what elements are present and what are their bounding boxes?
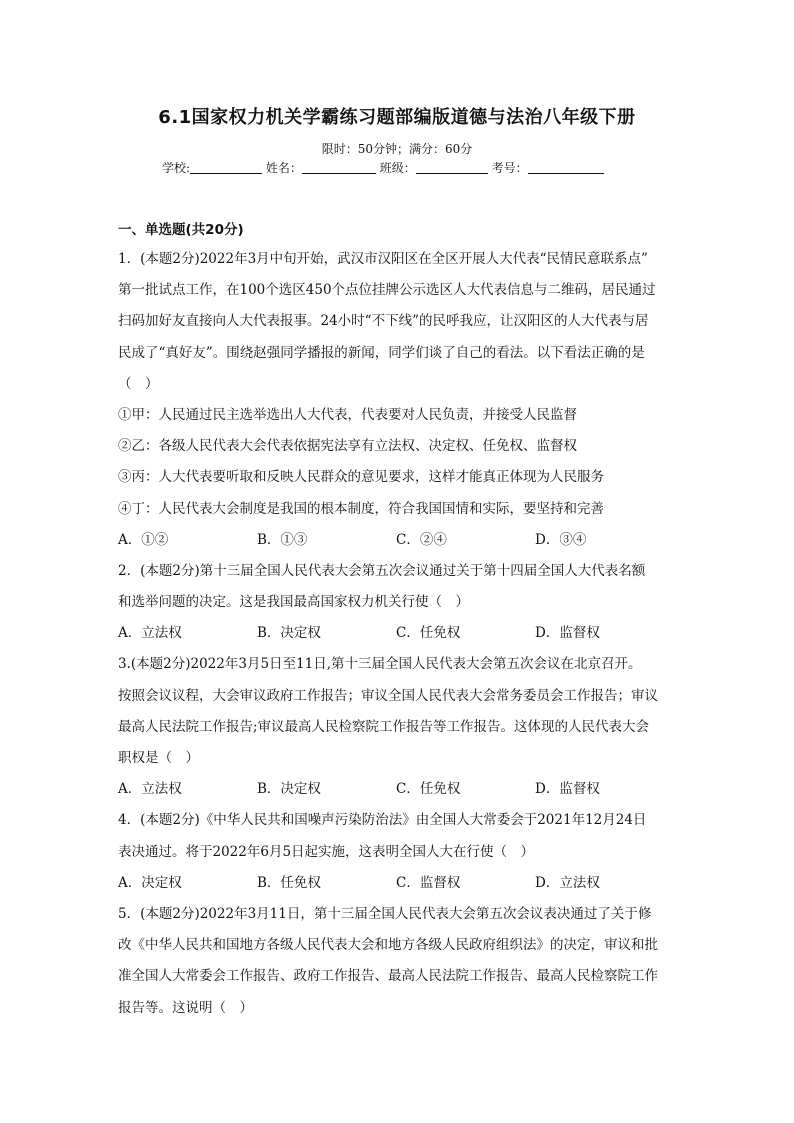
- question-2: [118, 556, 688, 650]
- name-blank[interactable]: [302, 161, 376, 174]
- question-text-line: （ ）: [118, 375, 159, 392]
- question-text-line: 职权是（ ）: [118, 750, 199, 766]
- question-text-line: 2．(本题2分)第十三届全国人民代表大会第五次会议通过关于第十四届全国人大代表名额: [118, 562, 646, 579]
- answer-option[interactable]: B．任免权: [257, 874, 321, 891]
- question-3: [118, 649, 688, 805]
- answer-option[interactable]: B．决定权: [257, 625, 321, 642]
- question-text-line: 表决通过。将于2022年6月5日起实施，这表明全国人大在行使（ ）: [118, 843, 535, 860]
- answer-option[interactable]: C．监督权: [396, 874, 461, 891]
- answer-option[interactable]: B．①③: [257, 531, 308, 548]
- question-text-line: 准全国人大常委会工作报告、政府工作报告、最高人民法院工作报告、最高人民检察院工作: [118, 968, 658, 985]
- answer-option[interactable]: D．监督权: [535, 781, 600, 798]
- question-text-line: 改《中华人民共和国地方各级人民代表大会和地方各级人民政府组织法》的决定，审议和批: [118, 937, 658, 954]
- section-title: 一、单选题(共20分): [118, 222, 244, 238]
- answer-option[interactable]: D．监督权: [535, 625, 600, 642]
- question-text-line: 民成了“真好友”。围绕赵强同学播报的新闻，同学们谈了自己的看法。以下看法正确的是: [118, 344, 645, 361]
- answer-options: [118, 618, 688, 649]
- number-label: 考号：: [491, 161, 528, 175]
- question-text-line: 第一批试点工作，在100个选区450个点位挂牌公示选区人大代表信息与二维码，居民通过: [118, 282, 656, 299]
- answer-options: [118, 525, 688, 556]
- page-title: 6.1国家权力机关学霸练习题部编版道德与法治八年级下册: [158, 107, 636, 128]
- answer-option[interactable]: A．①②: [118, 531, 169, 548]
- question-text-line: ④丁：人民代表大会制度是我国的根本制度，符合我国国情和实际，要坚持和完善: [118, 500, 604, 517]
- question-text-line: 5．(本题2分)2022年3月11日，第十三届全国人民代表大会第五次会议表决通过了关于修: [118, 905, 652, 922]
- question-text-line: 报告等。这说明（ ）: [118, 999, 253, 1016]
- question-text-line: 3.(本题2分)2022年3月5日至11日,第十三届全国人民代表大会第五次会议在北京召开。: [118, 656, 642, 673]
- question-5: [118, 899, 688, 1024]
- answer-option[interactable]: B．决定权: [257, 781, 321, 798]
- question-text-line: 最高人民法院工作报告;审议最高人民检察院工作报告等工作报告。这体现的人民代表大会: [118, 718, 650, 735]
- class-label: 班级：: [379, 161, 416, 175]
- school-label: 学校:: [162, 161, 191, 175]
- answer-option[interactable]: C．任免权: [396, 625, 461, 642]
- name-label: 姓名：: [265, 161, 302, 175]
- question-text-line: ②乙：各级人民代表大会代表依据宪法享有立法权、决定权、任免权、监督权: [118, 438, 577, 455]
- question-4: [118, 805, 688, 899]
- answer-option[interactable]: D．③④: [535, 531, 587, 548]
- answer-options: [118, 774, 688, 805]
- question-text-line: 按照会议议程，大会审议政府工作报告；审议全国人民代表大会常务委员会工作报告；审议: [118, 687, 658, 704]
- answer-options: [118, 868, 688, 899]
- number-blank[interactable]: [528, 161, 604, 174]
- school-blank[interactable]: [190, 161, 262, 174]
- answer-option[interactable]: D．立法权: [535, 874, 600, 891]
- answer-option[interactable]: A．决定权: [118, 874, 182, 891]
- question-text-line: 和选举问题的决定。这是我国最高国家权力机关行使（ ）: [118, 594, 469, 611]
- student-info-line: [162, 159, 604, 176]
- question-list: [118, 244, 688, 1024]
- question-text-line: 1．(本题2分)2022年3月中旬开始，武汉市汉阳区在全区开展人大代表“民情民意联系点”: [118, 251, 648, 267]
- question-text-line: ③丙：人大代表要听取和反映人民群众的意见要求，这样才能真正体现为人民服务: [118, 469, 604, 486]
- question-text-line: 扫码加好友直接向人大代表报事。24小时“不下线”的民呼我应，让汉阳区的人大代表与居: [118, 313, 649, 330]
- answer-option[interactable]: A．立法权: [118, 625, 182, 642]
- question-text-line: ①甲：人民通过民主选举选出人大代表，代表要对人民负责，并接受人民监督: [118, 406, 577, 423]
- time-info: 限时：50分钟；满分：60分: [321, 142, 473, 156]
- class-blank[interactable]: [416, 161, 488, 174]
- answer-option[interactable]: C．②④: [396, 531, 447, 548]
- question-1: [118, 244, 688, 556]
- answer-option[interactable]: C．任免权: [396, 781, 461, 798]
- answer-option[interactable]: A．立法权: [118, 781, 182, 798]
- question-text-line: 4．(本题2分)《中华人民共和国噪声污染防治法》由全国人大常委会于2021年12月24日: [118, 812, 647, 829]
